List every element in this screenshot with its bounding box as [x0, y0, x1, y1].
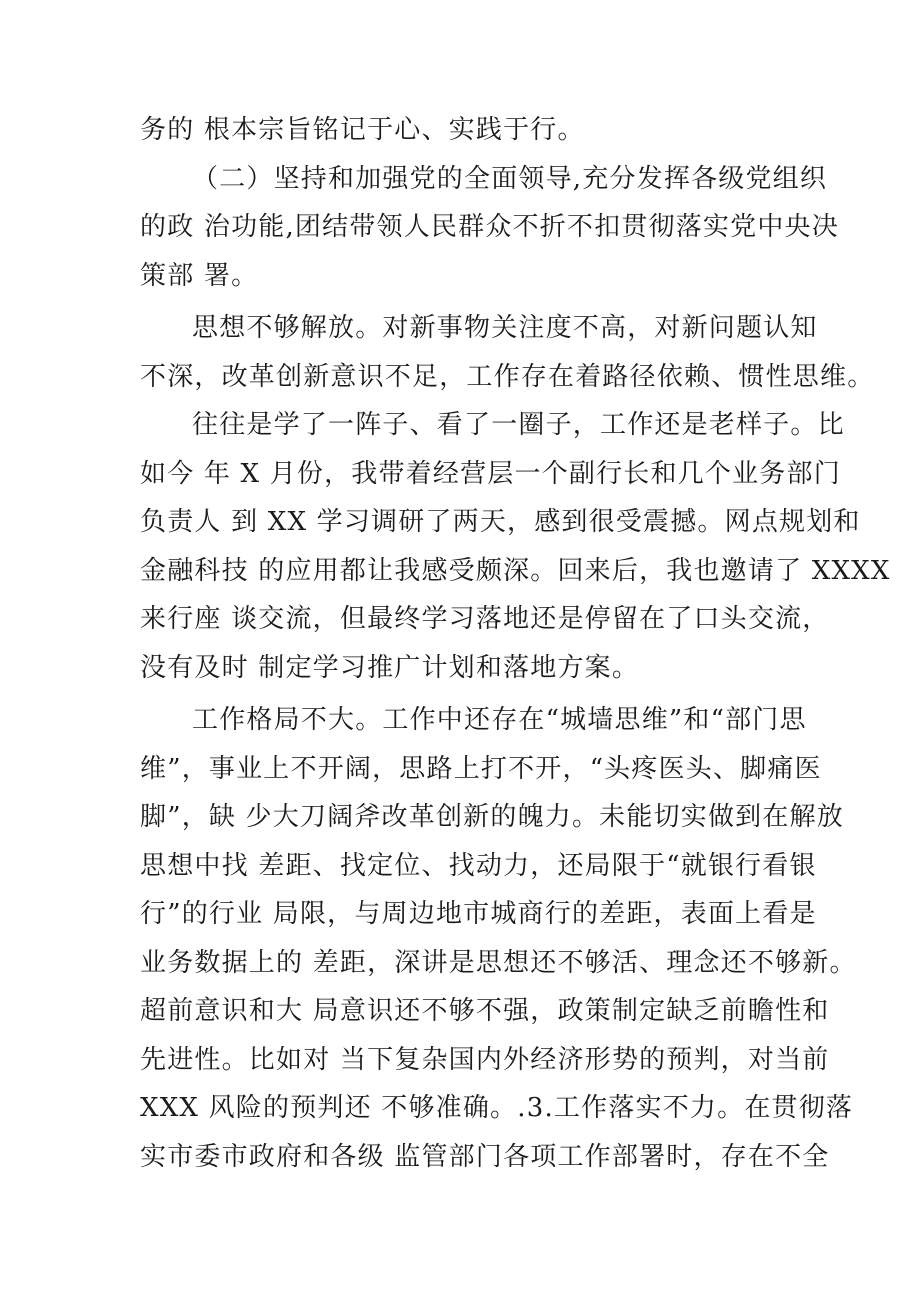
text-line: 来行座 谈交流，但最终学习落地还是停留在了口头交流，	[140, 604, 830, 634]
text-line: 思想不够解放。对新事物关注度不高，对新问题认知	[192, 313, 818, 343]
text-line: 不深，改革创新意识不足，工作存在着路径依赖、惯性思维。	[140, 361, 875, 392]
text-line: 思想中找 差距、找定位、找动力，还局限于“就银行看银	[140, 850, 817, 881]
document-body	[140, 106, 891, 1181]
text-line: 如今 年 X 月份，我带着经营层一个副行长和几个业务部门	[140, 458, 841, 489]
text-line: 往往是学了一阵子、看了一圈子，工作还是老样子。比	[192, 410, 845, 440]
text-line: 的政 治功能,团结带领人民群众不折不扣贯彻落实党中央决	[140, 212, 839, 242]
text-line: 务的 根本宗旨铭记于心、实践于行。	[140, 115, 585, 145]
text-line: 脚”，缺 少大刀阔斧改革创新的魄力。未能切实做到在解放	[140, 802, 844, 832]
text-line: 维”，事业上不开阔，思路上打不开，“头疼医头、脚痛医	[140, 753, 822, 784]
text-line: 负责人 到 XX 学习调研了两天，感到很受震撼。网点规划和	[140, 507, 861, 537]
text-line: 实市委市政府和各级 监管部门各项工作部署时，存在不全	[140, 1141, 830, 1172]
text-line: 没有及时 制定学习推广计划和落地方案。	[140, 652, 640, 683]
text-line: XXX 风险的预判还 不够准确。.3.工作落实不力。在贯彻落	[140, 1093, 854, 1123]
text-line: 金融科技 的应用都让我感受颇深。回来后，我也邀请了 XXXX	[140, 555, 891, 586]
text-line: 策部 署。	[140, 260, 259, 291]
text-line: 先进性。比如对 当下复杂国内外经济形势的预判，对当前	[140, 1044, 830, 1075]
text-line: （二）坚持和加强党的全面领导,充分发挥各级党组织	[192, 163, 828, 194]
text-line: 工作格局不大。工作中还存在“城墙思维”和“部门思	[192, 705, 807, 735]
text-line: 超前意识和大 局意识还不够不强，政策制定缺乏前瞻性和	[140, 996, 830, 1026]
text-line: 业务数据上的 差距，深讲是思想还不够活、理念还不够新。	[140, 947, 857, 978]
text-line: 行”的行业 局限，与周边地市城商行的差距，表面上看是	[140, 899, 817, 929]
